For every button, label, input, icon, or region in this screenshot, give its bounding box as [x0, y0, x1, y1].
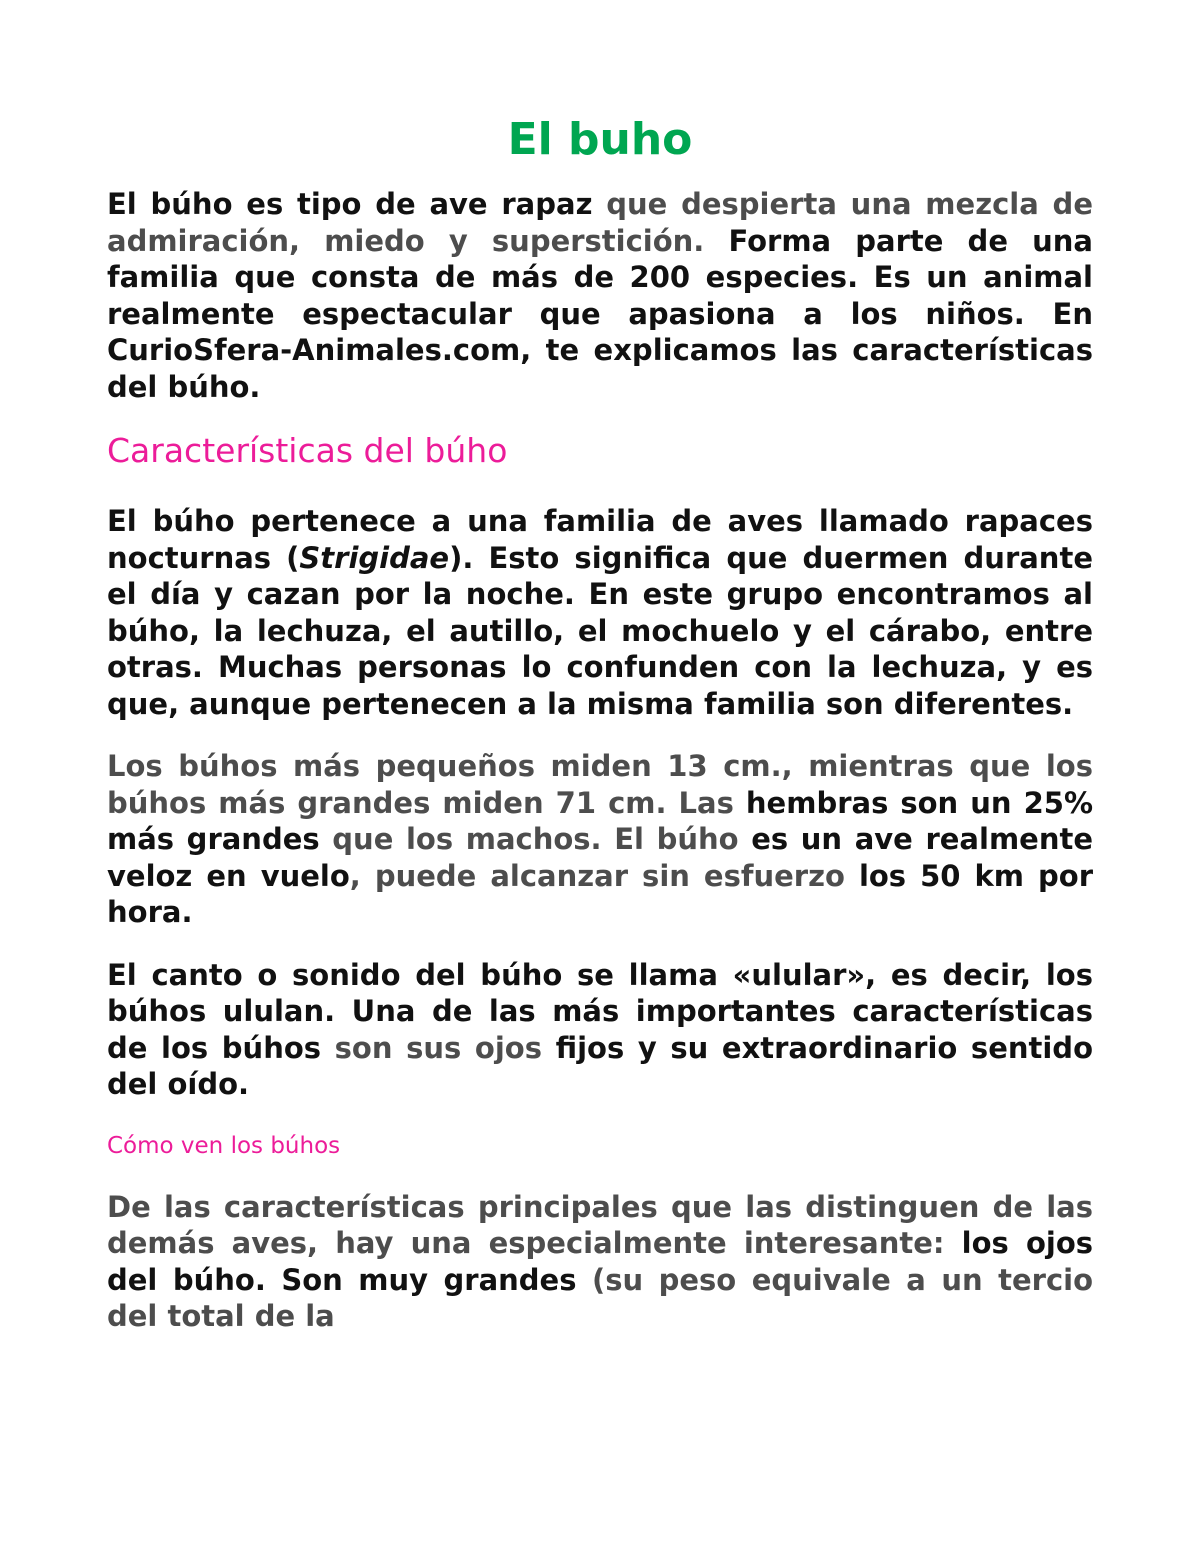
intro-text-2: que despierta una mezcla de admiración, miedo y superstición. — [107, 187, 1093, 258]
char-p2-text-1: Los búhos más pequeños miden 13 cm., mientras que los búhos más grandes miden 71 cm. Las — [107, 749, 1093, 820]
vision-p1-text-3: (su peso equivale a un tercio del total de la — [107, 1262, 1093, 1333]
intro-paragraph — [107, 186, 1093, 405]
char-p2-text-2: hembras son un 25% más grandes — [107, 785, 1094, 856]
document-title: El buho — [507, 114, 693, 165]
char-p3-text-1: El canto o sonido del búho se llama «ulular», es decir, los búhos ululan. Una de las más importantes características de los búhos — [107, 957, 1093, 1065]
char-p1-text-1: El búho pertenece a una familia de aves llamado rapaces nocturnas ( — [107, 504, 1093, 575]
char-p3-text-3: fijos y su extraordinario sentido del oído. — [107, 1030, 1093, 1101]
char-p2-text-5: , puede alcanzar sin esfuerzo — [349, 858, 859, 893]
characteristics-paragraph-1 — [107, 503, 1093, 722]
section-heading-vision: Cómo ven los búhos — [107, 1132, 341, 1159]
intro-text-3: Forma parte de una familia que consta de más de 200 especies. Es un animal realmente espectacular que apasiona a los niños. En CurioSfera-Animales.com, te explicamos las características del búho. — [107, 223, 1093, 404]
document-body — [107, 110, 1093, 1335]
intro-text-1: El búho es tipo de ave rapaz — [107, 187, 607, 221]
scientific-name: Strigidae — [299, 540, 450, 575]
vision-paragraph-1 — [107, 1189, 1093, 1335]
vision-p1-text-2: los ojos del búho. Son muy grandes — [107, 1226, 1093, 1297]
char-p3-text-2: son sus ojos — [334, 1030, 542, 1065]
characteristics-paragraph-3 — [107, 957, 1093, 1103]
characteristics-paragraph-2 — [107, 748, 1093, 931]
char-p2-text-4: es un ave realmente veloz en vuelo — [107, 822, 1094, 893]
char-p1-text-3: ). Esto significa que duermen durante el día y cazan por la noche. En este grupo encontramos al búho, la lechuza, el autillo, el mochuelo y el cárabo, entre otras. Muchas personas lo confunden con la lechuza, y es que, aunque pertenecen a la misma familia son diferentes. — [107, 540, 1093, 721]
char-p2-text-6: los 50 km por hora. — [107, 858, 1093, 929]
vision-p1-text-1: De las características principales que las distinguen de las demás aves, hay una especialmente interesante: — [107, 1189, 1093, 1260]
section-heading-characteristics: Características del búho — [107, 431, 508, 470]
char-p2-text-3: que los machos. El búho — [319, 822, 752, 856]
